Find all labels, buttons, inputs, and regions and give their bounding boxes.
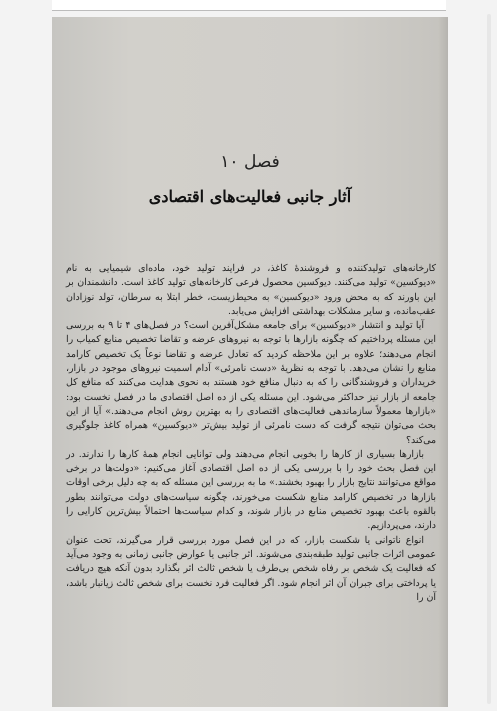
paragraph: کارخانه‌های تولیدکننده و فروشندهٔ کاغذ، در فرایند تولید خود، ماده‌ای شیمیایی به نام «دیوکسین» تولید می‌کنند. دیوکسین محصول فرعی کارخانه‌های تولید کاغذ است. دانشمندان بر این باورند که به محض ورود «دیوکسین» به محیط‌زیست، خطر ابتلا به سرطان، تولد نوزادان عقب‌مانده، و سایر مشکلات بهداشتی افزایش می‌یابد. <box>66 263 436 317</box>
scrollbar[interactable] <box>487 14 491 704</box>
page-edge-shadow <box>438 17 448 707</box>
book-page <box>52 17 448 707</box>
paragraph: انواع ناتوانی یا شکست بازار، که در این فصل مورد بررسی قرار می‌گیرند، تحت عنوان عمومی اثرات جانبی تولید طبقه‌بندی می‌شوند. اثر جانبی یا عوارض جانبی زمانی به وجود می‌آید که فعالیت یک شخص بر رفاه شخص بی‌طرف یا شخص ثالث اثر بگذارد بدون آنکه هیچ دریافت یا پرداختی برای جبران آن اثر انجام شود. اگر فعالیت فرد نخست برای شخص ثالث زیانبار باشد، آن را <box>66 534 436 603</box>
paragraph: بازارها بسیاری از کارها را بخوبی انجام می‌دهند ولی توانایی انجام همهٔ کارها را ندارند. در این فصل بحث خود را با بررسی یکی از ده اصل اقتصادی آغاز می‌کنیم: «دولت‌ها در برخی مواقع می‌توانند نتایج بازار را بهبود بخشند.» ما به بررسی این مسئله که به چه دلیل برخی اوقات بازارها در تخصیص کارامد منابع شکست می‌خورند، چگونه سیاست‌های دولت می‌توانند بطور بالقوه باعث بهبود تخصیص منابع در بازار شوند، و کدام سیاست‌ها احتمالاً بیش‌ترین کارایی را دارند، می‌پردازیم. <box>66 448 436 532</box>
paragraph: آیا تولید و انتشار «دیوکسین» برای جامعه مشکل‌آفرین است؟ در فصل‌های ۴ تا ۹ به بررسی این مسئله پرداختیم که چگونه بازارها با توجه به نیروهای عرضه و تقاضا تخصیص منابع کمیاب را انجام می‌دهند؛ علاوه بر این ملاحظه کردید که تعادل عرضه و تقاضا نوعاً یک تخصیص کارامد منابع را نشان می‌دهد. با توجه به نظریهٔ «دست نامرئی» آدام اسمیت نیروهای موجود در بازار، خریداران و فروشندگانی را که به دنبال منافع خود هستند به نحوی هدایت می‌کنند که منافع کل جامعه از بازار نیز حداکثر می‌شود. این مسئله یکی از ده اصل اقتصادی ما در فصل نخست بود: «بازارها معمولاً سازماندهی فعالیت‌های اقتصادی را به بهترین روش انجام می‌دهند.» آیا از این بحث می‌توان نتیجه گرفت که دست نامرئی از تولید بیش‌تر «دیوکسین» همراه کاغذ جلوگیری می‌کند؟ <box>66 320 436 446</box>
previous-page-edge <box>52 0 446 11</box>
body-text <box>66 262 436 605</box>
page-photo <box>52 17 448 707</box>
chapter-number: فصل ۱۰ <box>220 152 280 172</box>
chapter-title: آثار جانبی فعالیت‌های اقتصادی <box>148 187 352 206</box>
